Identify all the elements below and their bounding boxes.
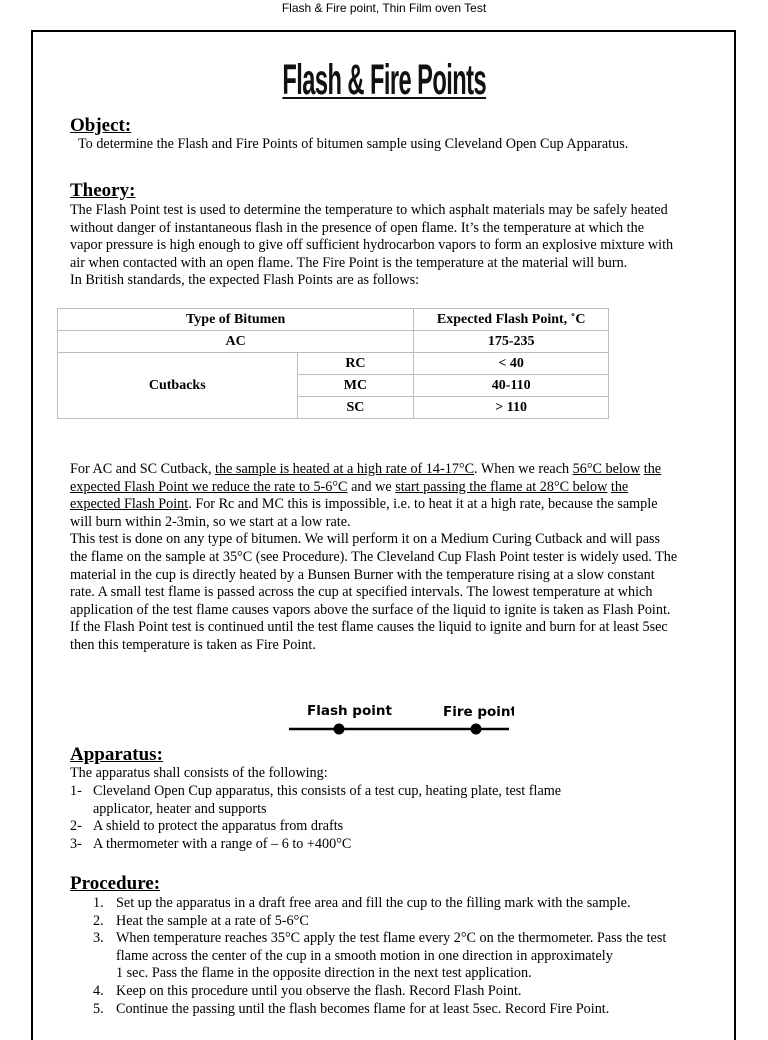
list-item <box>93 913 733 931</box>
flash-point-table <box>57 308 609 419</box>
paragraph-line <box>70 479 730 497</box>
list-number: 2- <box>70 818 82 835</box>
list-line: Cleveland Open Cup apparatus, this consists of a test cup, heating plate, test flame <box>93 783 562 799</box>
list-line: Heat the sample at a rate of 5-6°C <box>116 912 309 929</box>
paragraph-line: This test is done on any type of bitumen. We will perform it on a Medium Curing Cutback and will pass <box>70 531 661 548</box>
running-header: Flash & Fire point, Thin Film oven Test <box>281 1 487 15</box>
fire-point-label: Fire point <box>443 704 514 720</box>
table-cell-value: > 110 <box>414 397 609 419</box>
theory-line: vapor pressure is high enough to give off sufficient hydrocarbon vapors to form an explosive mixture with <box>70 237 674 254</box>
theory-heading: Theory: <box>70 180 136 201</box>
list-number: 3- <box>70 835 82 852</box>
procedure-list <box>93 895 733 1018</box>
table-cell-type: RC <box>297 353 414 375</box>
list-line: 1 sec. Pass the flame in the opposite direction in the next test application. <box>116 965 532 982</box>
list-item <box>70 836 730 854</box>
object-heading: Object: <box>70 115 132 136</box>
paragraph-line: application of the test flame causes vapors above the surface of the liquid to ignite is taken as Flash Point. <box>70 601 671 618</box>
paragraph-line: material in the cup is directly heated by a Bunsen Burner with the temperature rising at a slow constant <box>70 566 655 583</box>
table-header-type: Type of Bitumen <box>58 309 414 331</box>
table-cell-value: 40-110 <box>414 375 609 397</box>
list-item <box>93 1001 733 1019</box>
table-row <box>58 331 609 353</box>
page-title-text: Flash & Fire Points <box>282 56 486 104</box>
list-line: flame across the center of the cup in a smooth motion in one direction in approximately <box>116 947 613 964</box>
underlined-run: the <box>610 478 629 495</box>
text-run: . When we reach <box>474 461 573 477</box>
list-number: 4. <box>93 982 104 999</box>
list-number: 1. <box>93 895 104 911</box>
theory-line: air when contacted with an open flame. The Fire Point is the temperature at the material will burn. <box>70 254 628 271</box>
table-cell-value: < 40 <box>414 353 609 375</box>
paragraph-line <box>70 496 730 514</box>
procedure-heading: Procedure: <box>70 873 161 894</box>
list-item <box>93 983 733 1001</box>
object-text: To determine the Flash and Fire Points of bitumen sample using Cleveland Open Cup Apparatus. <box>78 136 629 152</box>
list-line: Keep on this procedure until you observe the flash. Record Flash Point. <box>116 982 522 999</box>
list-line: Continue the passing until the flash becomes flame for at least 5sec. Record Fire Point. <box>116 1000 610 1017</box>
cutback-paragraph <box>70 461 730 655</box>
paragraph-line: If the Flash Point test is continued until the test flame causes the liquid to ignite and burn for at least 5sec <box>70 619 668 636</box>
list-line: Set up the apparatus in a draft free area and fill the cup to the filling mark with the sample. <box>116 895 631 911</box>
underlined-run: the sample is heated at a high rate of 14-17°C <box>215 461 475 477</box>
paragraph-line: rate. A small test flame is passed across the cup at specified intervals. The lowest temperature at which <box>70 584 653 601</box>
flash-point-label: Flash point <box>307 703 392 719</box>
apparatus-heading: Apparatus: <box>70 744 163 765</box>
page-title <box>0 56 768 104</box>
text-run: For AC and SC Cutback, <box>70 461 216 477</box>
underlined-run: expected Flash Point we reduce the rate to 5-6°C <box>70 478 348 495</box>
fire-point-marker <box>471 724 482 735</box>
text-run: . For Rc and MC this is impossible, i.e. to heat it at a high rate, because the sample <box>188 496 658 513</box>
table-cell-cutbacks: Cutbacks <box>58 353 298 419</box>
theory-line: The Flash Point test is used to determine the temperature to which asphalt materials may be safely heated <box>70 202 668 218</box>
paragraph-line <box>70 461 730 479</box>
list-number: 2. <box>93 912 104 929</box>
list-item <box>93 895 733 913</box>
list-number: 5. <box>93 1000 104 1017</box>
underlined-run: expected Flash Point <box>70 496 189 513</box>
list-line: A shield to protect the apparatus from drafts <box>93 818 344 835</box>
table-header-flash-point: Expected Flash Point, ˚C <box>414 309 609 331</box>
theory-line: without danger of instantaneous flash in the presence of open flame. It’s the temperature at which the <box>70 219 645 236</box>
table-cell-type: AC <box>58 331 414 353</box>
list-line: applicator, heater and supports <box>93 800 267 817</box>
flash-fire-line-svg <box>288 700 514 740</box>
table-cell-type: MC <box>297 375 414 397</box>
underlined-run: the <box>643 461 662 477</box>
table-cell-value: 175-235 <box>414 331 609 353</box>
table-row <box>58 353 609 375</box>
underlined-run: 56°C below <box>572 461 641 477</box>
flash-fire-diagram <box>288 700 514 740</box>
list-line: A thermometer with a range of – 6 to +400°C <box>93 835 352 852</box>
apparatus-intro: The apparatus shall consists of the following: <box>70 765 328 781</box>
list-line: When temperature reaches 35°C apply the test flame every 2°C on the thermometer. Pass the test <box>116 930 667 947</box>
paragraph-line: then this temperature is taken as Fire Point. <box>70 636 316 653</box>
apparatus-list <box>70 783 730 853</box>
list-number: 1- <box>70 783 82 799</box>
list-item <box>70 783 730 818</box>
list-item <box>70 818 730 836</box>
flash-point-marker <box>334 724 345 735</box>
list-item <box>93 930 733 983</box>
text-run: and we <box>347 478 396 495</box>
paragraph-line: the flame on the sample at 35°C (see Procedure). The Cleveland Cup Flash Point tester is widely used. The <box>70 548 678 565</box>
table-cell-type: SC <box>297 397 414 419</box>
paragraph-line: will burn within 2-3min, so we start at a low rate. <box>70 513 351 530</box>
underlined-run: start passing the flame at 28°C below <box>395 478 608 495</box>
theory-line: In British standards, the expected Flash Points are as follows: <box>70 272 420 289</box>
list-number: 3. <box>93 930 104 947</box>
theory-paragraph <box>70 202 730 290</box>
table-header-row <box>58 309 609 331</box>
